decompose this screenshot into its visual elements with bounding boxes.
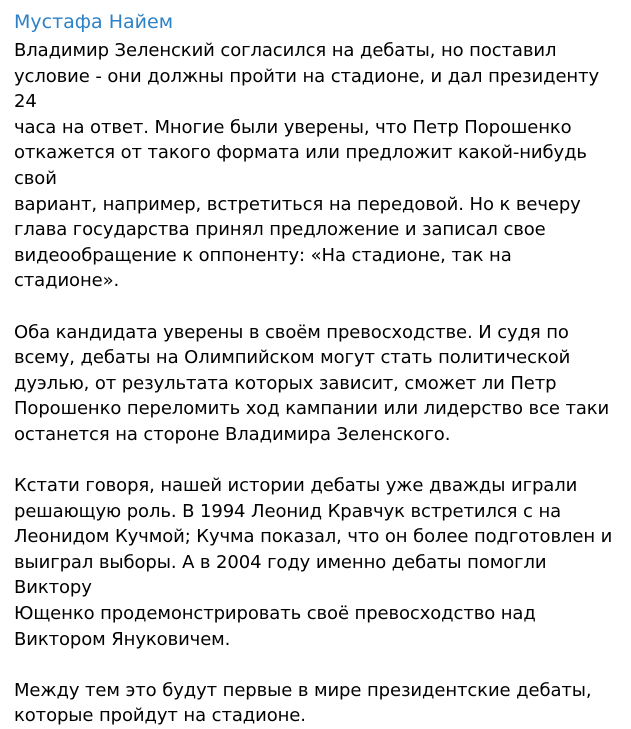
paragraph-3: Кстати говоря, нашей истории дебаты уже дважды играли решающую роль. В 1994 Леонид Кравчук встретился с на Леонидом Кучмой; Кучма показал, что он более подготовлен и выиграл выборы. А в 2004 году именно дебаты помогли Виктору Ющенко продемонстрировать своё превосходство над Виктором Януковичем.	[14, 475, 613, 650]
paragraph-spacer	[14, 448, 619, 474]
paragraph-2: Оба кандидата уверены в своём превосходстве. И судя по всему, дебаты на Олимпийском могут стать политической дуэлью, от результата которых зависит, сможет ли Петр Порошенко переломить ход кампании или лидерство все таки останется на стороне Владимира Зеленского.	[14, 321, 610, 445]
author-name[interactable]: Мустафа Найем	[14, 11, 174, 33]
paragraph-spacer	[14, 652, 619, 678]
paragraph-1: Владимир Зеленский согласился на дебаты, но поставил условие - они должны пройти на стадионе, и дал президенту 24 часа на ответ. Многие были уверены, что Петр Порошенко откажется от такого формата или предложит какой-нибудь свой вариант, например, встретиться на передовой. Но к вечеру глава государства принял предложение и записал свое видеообращение к оппоненту: «На стадионе, так на стадионе».	[14, 40, 600, 292]
paragraph-spacer	[14, 294, 619, 320]
paragraph-4: Между тем это будут первые в мире президентские дебаты, которые пройдут на стадионе.	[14, 679, 592, 727]
